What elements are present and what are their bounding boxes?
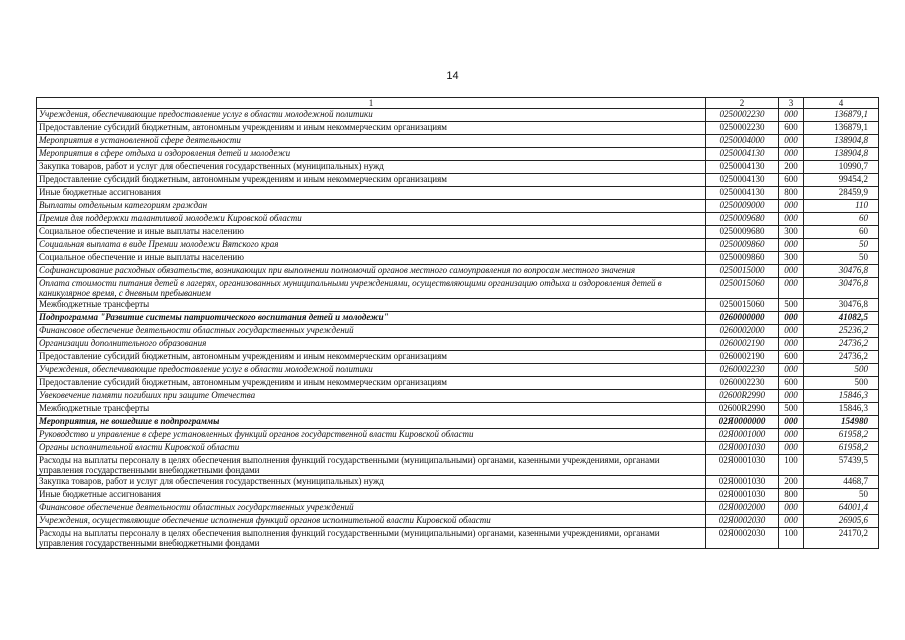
row-code-cell: 02Я0002000 bbox=[706, 502, 779, 515]
row-amount-cell: 25236,2 bbox=[804, 325, 879, 338]
row-amount-cell: 57439,5 bbox=[804, 455, 879, 476]
row-code-cell: 0250009860 bbox=[706, 239, 779, 252]
row-code-cell: 0250004130 bbox=[706, 187, 779, 200]
row-amount-cell: 26905,6 bbox=[804, 515, 879, 528]
row-expense-type-cell: 100 bbox=[779, 455, 804, 476]
table-row bbox=[37, 226, 879, 239]
row-amount-cell: 50 bbox=[804, 252, 879, 265]
row-name-cell: Расходы на выплаты персоналу в целях обеспечения выполнения функций государственными (муниципальными) органами, казенными учреждениями, органами управления государственными внебюджетными фондами bbox=[37, 528, 706, 549]
row-expense-type-cell: 300 bbox=[779, 226, 804, 239]
row-code-cell: 0250004130 bbox=[706, 148, 779, 161]
table-row bbox=[37, 502, 879, 515]
row-expense-type-cell: 000 bbox=[779, 338, 804, 351]
row-expense-type-cell: 000 bbox=[779, 429, 804, 442]
row-expense-type-cell: 000 bbox=[779, 135, 804, 148]
row-name-cell: Выплаты отдельным категориям граждан bbox=[37, 200, 706, 213]
row-name-cell: Иные бюджетные ассигнования bbox=[37, 489, 706, 502]
row-name-cell: Социальное обеспечение и иные выплаты населению bbox=[37, 252, 706, 265]
column-header-code: 2 bbox=[706, 98, 779, 109]
table-header-row bbox=[37, 98, 879, 109]
row-expense-type-cell: 000 bbox=[779, 213, 804, 226]
table-row bbox=[37, 239, 879, 252]
row-name-cell: Увековечение памяти погибших при защите Отечества bbox=[37, 390, 706, 403]
budget-table bbox=[36, 97, 879, 549]
table-row bbox=[37, 187, 879, 200]
row-code-cell: 0260000000 bbox=[706, 312, 779, 325]
row-code-cell: 0250009860 bbox=[706, 252, 779, 265]
row-amount-cell: 64001,4 bbox=[804, 502, 879, 515]
row-expense-type-cell: 000 bbox=[779, 265, 804, 278]
row-amount-cell: 41082,5 bbox=[804, 312, 879, 325]
row-code-cell: 0250004130 bbox=[706, 174, 779, 187]
row-name-cell: Иные бюджетные ассигнования bbox=[37, 187, 706, 200]
row-name-cell: Финансовое обеспечение деятельности областных государственных учреждений bbox=[37, 325, 706, 338]
row-expense-type-cell: 800 bbox=[779, 187, 804, 200]
row-expense-type-cell: 600 bbox=[779, 351, 804, 364]
table-row bbox=[37, 312, 879, 325]
column-header-name: 1 bbox=[37, 98, 706, 109]
table-row bbox=[37, 429, 879, 442]
row-name-cell: Предоставление субсидий бюджетным, автономным учреждениям и иным некоммерческим организациям bbox=[37, 351, 706, 364]
row-code-cell: 02Я0002030 bbox=[706, 528, 779, 549]
table-row bbox=[37, 455, 879, 476]
table-row bbox=[37, 338, 879, 351]
row-amount-cell: 136879,1 bbox=[804, 109, 879, 122]
row-code-cell: 02Я0001000 bbox=[706, 429, 779, 442]
column-header-expense-type: 3 bbox=[779, 98, 804, 109]
row-expense-type-cell: 500 bbox=[779, 299, 804, 312]
row-amount-cell: 99454,2 bbox=[804, 174, 879, 187]
table-row bbox=[37, 476, 879, 489]
row-code-cell: 02600R2990 bbox=[706, 403, 779, 416]
table-row bbox=[37, 364, 879, 377]
row-amount-cell: 500 bbox=[804, 364, 879, 377]
row-expense-type-cell: 000 bbox=[779, 502, 804, 515]
table-row bbox=[37, 416, 879, 429]
row-expense-type-cell: 600 bbox=[779, 377, 804, 390]
row-code-cell: 02Я0002030 bbox=[706, 515, 779, 528]
row-code-cell: 0250015060 bbox=[706, 278, 779, 299]
row-expense-type-cell: 200 bbox=[779, 476, 804, 489]
row-expense-type-cell: 600 bbox=[779, 122, 804, 135]
table-row bbox=[37, 351, 879, 364]
row-name-cell: Оплата стоимости питания детей в лагерях, организованных муниципальными учреждениями, осуществляющими организацию отдыха и оздоровления детей в каникулярное время, с дневным пребыванием bbox=[37, 278, 706, 299]
table-row bbox=[37, 403, 879, 416]
row-name-cell: Мероприятия в сфере отдыха и оздоровления детей и молодежи bbox=[37, 148, 706, 161]
row-expense-type-cell: 000 bbox=[779, 312, 804, 325]
table-row bbox=[37, 109, 879, 122]
row-amount-cell: 61958,2 bbox=[804, 429, 879, 442]
row-name-cell: Социальное обеспечение и иные выплаты населению bbox=[37, 226, 706, 239]
row-code-cell: 02Я0001030 bbox=[706, 476, 779, 489]
row-amount-cell: 138904,8 bbox=[804, 135, 879, 148]
table-row bbox=[37, 252, 879, 265]
row-amount-cell: 60 bbox=[804, 226, 879, 239]
row-code-cell: 0250002230 bbox=[706, 122, 779, 135]
row-name-cell: Мероприятия в установленной сфере деятельности bbox=[37, 135, 706, 148]
row-expense-type-cell: 000 bbox=[779, 109, 804, 122]
row-code-cell: 02Я0001030 bbox=[706, 489, 779, 502]
table-row bbox=[37, 377, 879, 390]
row-name-cell: Закупка товаров, работ и услуг для обеспечения государственных (муниципальных) нужд bbox=[37, 161, 706, 174]
table-row bbox=[37, 442, 879, 455]
table-row bbox=[37, 299, 879, 312]
row-code-cell: 0260002230 bbox=[706, 364, 779, 377]
row-name-cell: Учреждения, обеспечивающие предоставление услуг в области молодежной политики bbox=[37, 109, 706, 122]
row-amount-cell: 4468,7 bbox=[804, 476, 879, 489]
row-code-cell: 0250004130 bbox=[706, 161, 779, 174]
table-row bbox=[37, 174, 879, 187]
row-expense-type-cell: 500 bbox=[779, 403, 804, 416]
table-row bbox=[37, 200, 879, 213]
row-code-cell: 0250009000 bbox=[706, 200, 779, 213]
row-expense-type-cell: 000 bbox=[779, 325, 804, 338]
row-amount-cell: 28459,9 bbox=[804, 187, 879, 200]
row-code-cell: 0260002000 bbox=[706, 325, 779, 338]
row-code-cell: 02Я0001030 bbox=[706, 455, 779, 476]
row-code-cell: 0260002190 bbox=[706, 351, 779, 364]
table-row bbox=[37, 265, 879, 278]
table-row bbox=[37, 148, 879, 161]
row-name-cell: Учреждения, осуществляющие обеспечение исполнения функций органов исполнительной власти Кировской области bbox=[37, 515, 706, 528]
row-expense-type-cell: 000 bbox=[779, 239, 804, 252]
row-expense-type-cell: 000 bbox=[779, 515, 804, 528]
row-name-cell: Межбюджетные трансферты bbox=[37, 403, 706, 416]
row-name-cell: Межбюджетные трансферты bbox=[37, 299, 706, 312]
row-amount-cell: 24736,2 bbox=[804, 351, 879, 364]
row-code-cell: 0250009680 bbox=[706, 213, 779, 226]
table-row bbox=[37, 161, 879, 174]
table-row bbox=[37, 390, 879, 403]
row-amount-cell: 500 bbox=[804, 377, 879, 390]
table-row bbox=[37, 122, 879, 135]
row-name-cell: Предоставление субсидий бюджетным, автономным учреждениям и иным некоммерческим организациям bbox=[37, 122, 706, 135]
row-expense-type-cell: 000 bbox=[779, 278, 804, 299]
row-expense-type-cell: 800 bbox=[779, 489, 804, 502]
table-row bbox=[37, 515, 879, 528]
row-name-cell: Учреждения, обеспечивающие предоставление услуг в области молодежной политики bbox=[37, 364, 706, 377]
table-row bbox=[37, 528, 879, 549]
row-amount-cell: 30476,8 bbox=[804, 265, 879, 278]
table-row bbox=[37, 325, 879, 338]
row-amount-cell: 15846,3 bbox=[804, 390, 879, 403]
row-name-cell: Подпрограмма "Развитие системы патриотического воспитания детей и молодежи" bbox=[37, 312, 706, 325]
row-code-cell: 0250004000 bbox=[706, 135, 779, 148]
row-name-cell: Мероприятия, не вошедшие в подпрограммы bbox=[37, 416, 706, 429]
column-header-amount: 4 bbox=[804, 98, 879, 109]
row-expense-type-cell: 000 bbox=[779, 442, 804, 455]
row-amount-cell: 154980 bbox=[804, 416, 879, 429]
row-amount-cell: 24736,2 bbox=[804, 338, 879, 351]
row-code-cell: 02Я0001030 bbox=[706, 442, 779, 455]
row-code-cell: 0250015000 bbox=[706, 265, 779, 278]
row-expense-type-cell: 000 bbox=[779, 364, 804, 377]
row-name-cell: Предоставление субсидий бюджетным, автономным учреждениям и иным некоммерческим организациям bbox=[37, 174, 706, 187]
row-amount-cell: 50 bbox=[804, 489, 879, 502]
row-code-cell: 0260002230 bbox=[706, 377, 779, 390]
row-name-cell: Закупка товаров, работ и услуг для обеспечения государственных (муниципальных) нужд bbox=[37, 476, 706, 489]
row-expense-type-cell: 300 bbox=[779, 252, 804, 265]
table-row bbox=[37, 489, 879, 502]
row-name-cell: Органы исполнительной власти Кировской области bbox=[37, 442, 706, 455]
row-expense-type-cell: 100 bbox=[779, 528, 804, 549]
table-body bbox=[37, 109, 879, 549]
row-amount-cell: 60 bbox=[804, 213, 879, 226]
row-expense-type-cell: 000 bbox=[779, 200, 804, 213]
row-name-cell: Руководство и управление в сфере установленных функций органов государственной власти Кировской области bbox=[37, 429, 706, 442]
row-amount-cell: 138904,8 bbox=[804, 148, 879, 161]
row-name-cell: Софинансирование расходных обязательств, возникающих при выполнении полномочий органов местного самоуправления по вопросам местного значения bbox=[37, 265, 706, 278]
row-amount-cell: 61958,2 bbox=[804, 442, 879, 455]
row-name-cell: Финансовое обеспечение деятельности областных государственных учреждений bbox=[37, 502, 706, 515]
row-amount-cell: 50 bbox=[804, 239, 879, 252]
row-amount-cell: 24170,2 bbox=[804, 528, 879, 549]
row-code-cell: 0250002230 bbox=[706, 109, 779, 122]
table-row bbox=[37, 278, 879, 299]
row-name-cell: Расходы на выплаты персоналу в целях обеспечения выполнения функций государственными (муниципальными) органами, казенными учреждениями, органами управления государственными внебюджетными фондами bbox=[37, 455, 706, 476]
row-name-cell: Премия для поддержки талантливой молодежи Кировской области bbox=[37, 213, 706, 226]
row-code-cell: 0250009680 bbox=[706, 226, 779, 239]
row-code-cell: 02600R2990 bbox=[706, 390, 779, 403]
row-expense-type-cell: 000 bbox=[779, 416, 804, 429]
row-name-cell: Предоставление субсидий бюджетным, автономным учреждениям и иным некоммерческим организациям bbox=[37, 377, 706, 390]
page-number: 14 bbox=[446, 70, 459, 82]
row-amount-cell: 15846,3 bbox=[804, 403, 879, 416]
table-row bbox=[37, 135, 879, 148]
row-amount-cell: 136879,1 bbox=[804, 122, 879, 135]
row-expense-type-cell: 000 bbox=[779, 148, 804, 161]
row-amount-cell: 30476,8 bbox=[804, 299, 879, 312]
row-code-cell: 0250015060 bbox=[706, 299, 779, 312]
row-amount-cell: 10990,7 bbox=[804, 161, 879, 174]
table-row bbox=[37, 213, 879, 226]
row-amount-cell: 110 bbox=[804, 200, 879, 213]
row-code-cell: 02Я0000000 bbox=[706, 416, 779, 429]
row-amount-cell: 30476,8 bbox=[804, 278, 879, 299]
row-name-cell: Организации дополнительного образования bbox=[37, 338, 706, 351]
row-name-cell: Социальная выплата в виде Премии молодежи Вятского края bbox=[37, 239, 706, 252]
row-expense-type-cell: 200 bbox=[779, 161, 804, 174]
row-expense-type-cell: 000 bbox=[779, 390, 804, 403]
row-expense-type-cell: 600 bbox=[779, 174, 804, 187]
row-code-cell: 0260002190 bbox=[706, 338, 779, 351]
